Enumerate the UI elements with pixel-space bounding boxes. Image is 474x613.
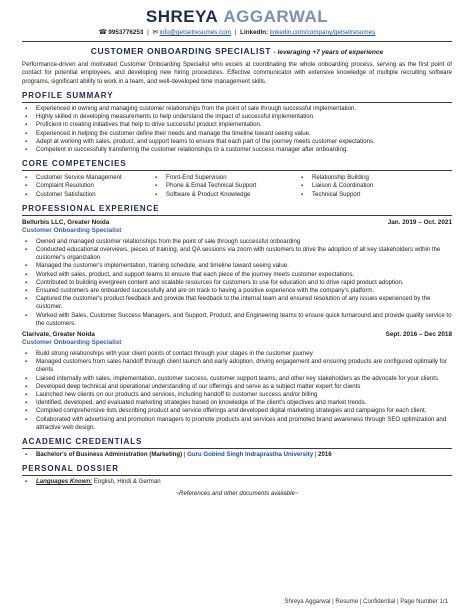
- section-divider: [22, 215, 452, 216]
- job-dates: Jan. 2019 – Oct. 2021: [387, 218, 452, 226]
- headline: [22, 46, 452, 58]
- list-item: ▪ Managed the customer's implementation, training schedule, and timeline toward seeing value.: [22, 262, 452, 270]
- references-note: ~References and other documents available~: [175, 490, 299, 498]
- competencies-column-1: [22, 174, 152, 199]
- page-footer: Shreya Aggarwal | Resume | Confidential | Page Number 1/1: [284, 598, 448, 605]
- university: Guru Gobind Singh Indraprastha University: [187, 450, 314, 458]
- list-item: ▪ Launched new clients on our products and services, including handoff to customer success and/or billing: [22, 391, 452, 399]
- list-item: ▪ Relationship Building: [298, 174, 428, 182]
- list-item: ▪ Technical Support: [298, 191, 428, 199]
- section-divider: [22, 170, 452, 171]
- list-item: ▪ Contributed to building evergreen content and scalable resources for customers to use for education and to drive rapid product adoption.: [22, 279, 452, 287]
- personal-dossier-section: [22, 464, 452, 486]
- list-item: ▪ Worked with Sales, Customer Success Managers, and Support, Product, and Engineering teams to ensure quick turnaround and provide quality service to the customers.: [22, 312, 452, 328]
- phone-number: 9953776253: [108, 29, 144, 36]
- separator: |: [182, 450, 188, 458]
- job-entry: [22, 219, 452, 328]
- candidate-name: [22, 8, 452, 26]
- section-divider: [22, 448, 452, 449]
- job-header: [22, 331, 452, 340]
- email-icon: ✉: [152, 29, 158, 36]
- phone-icon: ☎: [98, 29, 107, 36]
- job-company: Bellurbis LLC, Greater Noida: [22, 218, 110, 226]
- list-item: ▪ Phone & Email Technical Support: [152, 182, 298, 190]
- list-item: ▪ Managed customers from sales handoff through client launch and early adoption, driving engagement and ensuring products are configured optimally for clients: [22, 358, 452, 374]
- summary-paragraph: Performance-driven and motivated Customer Onboarding Specialist who excels at coordinating the whole onboarding process, serving as the first point of contact for potential employees, and developing new hiring procedures. Effective communicator with extensive knowledge of multiple recruiting software programs, significant ability to work in a team, and well-developed time management skills.: [22, 61, 452, 85]
- headline-role: CUSTOMER ONBOARDING SPECIALIST: [90, 46, 272, 56]
- headline-tagline: - leveraging +7 years of experience: [273, 49, 384, 56]
- list-item: ▪ Front-End Supervision: [152, 174, 298, 182]
- list-item: ▪ Worked with sales, product, and support teams to ensure that each piece of the journey meets customer expectations.: [22, 271, 452, 279]
- list-item: ▪ Adept at working with sales, product, and support teams to ensure that each part of the journey meets customer expectations.: [22, 138, 452, 146]
- contact-line: [22, 28, 452, 37]
- profile-summary-list: [22, 105, 452, 154]
- list-item: ▪ Experienced in helping the customer define their needs and manage the timeline toward seeing value.: [22, 130, 452, 138]
- degree: Bachelor's of Business Administration (Marketing): [36, 450, 183, 458]
- graduation-year: 2016: [318, 450, 332, 458]
- section-title: PROFESSIONAL EXPERIENCE: [22, 203, 160, 213]
- job-header: [22, 219, 452, 228]
- job-role: Customer Onboarding Specialist: [22, 227, 122, 235]
- list-item: ▪ Proficient in creating initiatives that help to drive successful product implementation.: [22, 121, 452, 129]
- languages-label: Languages Known:: [36, 478, 93, 486]
- list-item: ▪ Conducted educational overviews, pieces of training, and QA sessions via zoom with customers to drive the adoption of all key stakeholders within the customer's organization: [22, 246, 452, 262]
- list-item: ▪ Complaint Resolution: [22, 182, 152, 190]
- list-item: ▪ Highly skilled in developing measurements to help understand the impact of successful implementation.: [22, 113, 452, 121]
- last-name: AGGARWAL: [223, 7, 329, 26]
- list-item: ▪ Liaison & Coordination: [298, 182, 428, 190]
- contact-separator: |: [147, 29, 149, 36]
- competencies-column-3: [298, 174, 428, 199]
- job-company: Clarivate, Greater Noida: [22, 330, 95, 338]
- linkedin-label: LinkedIn:: [240, 29, 269, 36]
- section-title: PROFILE SUMMARY: [22, 90, 114, 100]
- competencies-column-2: [152, 174, 298, 199]
- job-role: Customer Onboarding Specialist: [22, 339, 122, 347]
- list-item: ▪ Collaborated with advertising and promotion managers to promote products and services and promoted brand awareness through SEO optimization and attractive web design.: [22, 416, 452, 432]
- list-item: ▪ Competent in successfully transferring the customer relationships to a customer success manager after onboarding.: [22, 146, 452, 154]
- profile-summary-section: [22, 91, 452, 154]
- core-competencies-section: [22, 159, 452, 199]
- list-item: ▪ Customer Satisfaction: [22, 191, 152, 199]
- education-list: [22, 451, 452, 459]
- competencies-grid: [22, 174, 452, 199]
- list-item: ▪ Build strong relationships with your client points of contact through your stages in the customer journey: [22, 350, 452, 358]
- email-link[interactable]: info@getsetresumes.com: [159, 29, 232, 36]
- separator: |: [313, 450, 319, 458]
- first-name: SHREYA: [145, 7, 219, 26]
- section-title: CORE COMPETENCIES: [22, 159, 127, 169]
- languages-item: [22, 478, 452, 486]
- list-item: ▪ Ensured customers are onboarded successfully and are on track to having a positive experience with the company's platform.: [22, 287, 452, 295]
- section-title: ACADEMIC CREDENTIALS: [22, 436, 143, 446]
- list-item: ▪ Identified, developed, and evaluated marketing strategies based on knowledge of the client's objectives and market trends.: [22, 399, 452, 407]
- education-item: [22, 451, 452, 459]
- list-item: ▪ Compiled comprehensive lists describing product and service offerings and developed digital marketing strategies and campaigns for each client.: [22, 407, 452, 415]
- list-item: ▪ Customer Service Management: [22, 174, 152, 182]
- job-entry: [22, 331, 452, 432]
- section-title: PERSONAL DOSSIER: [22, 464, 119, 474]
- academic-credentials-section: [22, 437, 452, 459]
- section-divider: [22, 475, 452, 476]
- list-item: ▪ Experienced in owning and managing customer relationships from the point of sale through successful implementation.: [22, 105, 452, 113]
- job-duties-list: [22, 350, 452, 432]
- section-divider: [22, 102, 452, 103]
- list-item: ▪ Developed deep technical and operational understanding of our offerings and serve as a subject matter expert for clients: [22, 383, 452, 391]
- linkedin-link[interactable]: linkedin.com/company/getsetresumes: [269, 29, 376, 36]
- professional-experience-section: [22, 204, 452, 432]
- list-item: ▪ Liaised internally with sales, implementation, customer success, customer support teams, and other key stakeholders as the advocate for your clients: [22, 375, 452, 383]
- job-duties-list: [22, 238, 452, 328]
- languages-value: English, Hindi & German: [92, 478, 161, 486]
- list-item: ▪ Owned and managed customer relationships from the point of sale through successful onboarding: [22, 238, 452, 246]
- dossier-list: [22, 478, 452, 486]
- list-item: ▪ Captured the customer's product feedback and provide that feedback to the internal team and ensured resolution of any issues experienced by the customer.: [22, 295, 452, 311]
- contact-separator: |: [234, 29, 237, 36]
- job-dates: Sept. 2016 – Dec 2018: [385, 330, 452, 338]
- list-item: ▪ Software & Product Knowledge: [152, 191, 298, 199]
- header-divider: [22, 41, 452, 42]
